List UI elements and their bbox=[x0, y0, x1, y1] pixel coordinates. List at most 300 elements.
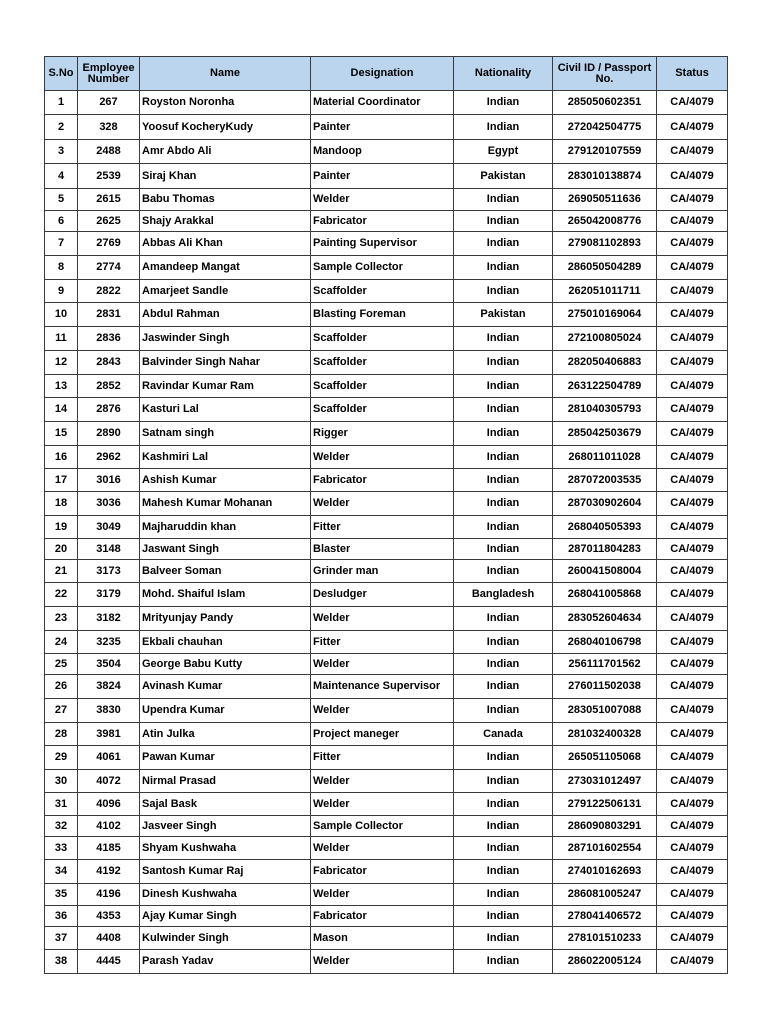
cell-civil-id: 286081005247 bbox=[553, 884, 657, 906]
cell-designation: Welder bbox=[311, 884, 454, 906]
table-row bbox=[45, 950, 728, 974]
cell-status: CA/4079 bbox=[657, 211, 728, 232]
cell-name: Avinash Kumar bbox=[140, 675, 311, 699]
table-row bbox=[45, 607, 728, 631]
cell-status: CA/4079 bbox=[657, 164, 728, 189]
cell-designation: Painter bbox=[311, 164, 454, 189]
cell-status: CA/4079 bbox=[657, 675, 728, 699]
cell-civil-id: 287072003535 bbox=[553, 469, 657, 492]
cell-name: Amr Abdo Ali bbox=[140, 140, 311, 164]
table-row bbox=[45, 422, 728, 446]
cell-status: CA/4079 bbox=[657, 492, 728, 516]
table-row bbox=[45, 816, 728, 837]
cell-status: CA/4079 bbox=[657, 884, 728, 906]
cell-nationality: Indian bbox=[454, 91, 553, 115]
cell-civil-id: 273031012497 bbox=[553, 770, 657, 793]
cell-status: CA/4079 bbox=[657, 189, 728, 211]
cell-name: Jasveer Singh bbox=[140, 816, 311, 837]
cell-employee-number: 328 bbox=[78, 115, 140, 140]
cell-nationality: Indian bbox=[454, 699, 553, 723]
cell-status: CA/4079 bbox=[657, 816, 728, 837]
cell-employee-number: 4096 bbox=[78, 793, 140, 816]
cell-status: CA/4079 bbox=[657, 699, 728, 723]
cell-nationality: Indian bbox=[454, 837, 553, 860]
table-row bbox=[45, 469, 728, 492]
cell-employee-number: 2625 bbox=[78, 211, 140, 232]
cell-name: Sajal Bask bbox=[140, 793, 311, 816]
cell-employee-number: 3981 bbox=[78, 723, 140, 746]
cell-civil-id: 286022005124 bbox=[553, 950, 657, 974]
cell-employee-number: 4353 bbox=[78, 906, 140, 927]
cell-civil-id: 286090803291 bbox=[553, 816, 657, 837]
cell-nationality: Indian bbox=[454, 516, 553, 539]
cell-civil-id: 283052604634 bbox=[553, 607, 657, 631]
cell-civil-id: 272042504775 bbox=[553, 115, 657, 140]
cell-employee-number: 2615 bbox=[78, 189, 140, 211]
cell-status: CA/4079 bbox=[657, 607, 728, 631]
cell-nationality: Indian bbox=[454, 770, 553, 793]
cell-employee-number: 3016 bbox=[78, 469, 140, 492]
cell-nationality: Indian bbox=[454, 280, 553, 303]
cell-name: Upendra Kumar bbox=[140, 699, 311, 723]
cell-status: CA/4079 bbox=[657, 232, 728, 256]
cell-employee-number: 2831 bbox=[78, 303, 140, 327]
cell-nationality: Indian bbox=[454, 469, 553, 492]
cell-employee-number: 3173 bbox=[78, 560, 140, 583]
cell-status: CA/4079 bbox=[657, 446, 728, 469]
cell-nationality: Indian bbox=[454, 560, 553, 583]
cell-nationality: Indian bbox=[454, 746, 553, 770]
cell-employee-number: 2962 bbox=[78, 446, 140, 469]
cell-employee-number: 4192 bbox=[78, 860, 140, 884]
table-row bbox=[45, 351, 728, 375]
table-row bbox=[45, 280, 728, 303]
cell-designation: Material Coordinator bbox=[311, 91, 454, 115]
cell-civil-id: 285042503679 bbox=[553, 422, 657, 446]
cell-sno: 23 bbox=[45, 607, 78, 631]
cell-nationality: Indian bbox=[454, 375, 553, 398]
table-row bbox=[45, 631, 728, 654]
cell-nationality: Pakistan bbox=[454, 164, 553, 189]
cell-civil-id: 275010169064 bbox=[553, 303, 657, 327]
cell-civil-id: 268040106798 bbox=[553, 631, 657, 654]
cell-civil-id: 281032400328 bbox=[553, 723, 657, 746]
cell-civil-id: 281040305793 bbox=[553, 398, 657, 422]
cell-sno: 22 bbox=[45, 583, 78, 607]
cell-nationality: Indian bbox=[454, 950, 553, 974]
cell-designation: Scaffolder bbox=[311, 375, 454, 398]
cell-status: CA/4079 bbox=[657, 469, 728, 492]
cell-nationality: Indian bbox=[454, 256, 553, 280]
cell-designation: Fabricator bbox=[311, 469, 454, 492]
table-row bbox=[45, 884, 728, 906]
cell-civil-id: 283010138874 bbox=[553, 164, 657, 189]
cell-nationality: Indian bbox=[454, 654, 553, 675]
table-row bbox=[45, 583, 728, 607]
cell-designation: Fitter bbox=[311, 746, 454, 770]
cell-sno: 11 bbox=[45, 327, 78, 351]
cell-status: CA/4079 bbox=[657, 793, 728, 816]
cell-sno: 35 bbox=[45, 884, 78, 906]
cell-name: Kashmiri Lal bbox=[140, 446, 311, 469]
table-body bbox=[45, 91, 728, 974]
cell-sno: 20 bbox=[45, 539, 78, 560]
cell-status: CA/4079 bbox=[657, 280, 728, 303]
cell-designation: Fitter bbox=[311, 516, 454, 539]
cell-name: Satnam singh bbox=[140, 422, 311, 446]
cell-designation: Welder bbox=[311, 654, 454, 675]
cell-name: Santosh Kumar Raj bbox=[140, 860, 311, 884]
cell-name: Balvinder Singh Nahar bbox=[140, 351, 311, 375]
cell-civil-id: 287101602554 bbox=[553, 837, 657, 860]
cell-name: Ajay Kumar Singh bbox=[140, 906, 311, 927]
cell-designation: Welder bbox=[311, 607, 454, 631]
cell-nationality: Indian bbox=[454, 607, 553, 631]
cell-status: CA/4079 bbox=[657, 906, 728, 927]
cell-nationality: Indian bbox=[454, 675, 553, 699]
cell-sno: 15 bbox=[45, 422, 78, 446]
cell-status: CA/4079 bbox=[657, 398, 728, 422]
cell-employee-number: 3049 bbox=[78, 516, 140, 539]
cell-name: Atin Julka bbox=[140, 723, 311, 746]
cell-status: CA/4079 bbox=[657, 770, 728, 793]
cell-status: CA/4079 bbox=[657, 950, 728, 974]
cell-sno: 17 bbox=[45, 469, 78, 492]
cell-name: Mahesh Kumar Mohanan bbox=[140, 492, 311, 516]
cell-civil-id: 287030902604 bbox=[553, 492, 657, 516]
cell-sno: 14 bbox=[45, 398, 78, 422]
cell-employee-number: 2876 bbox=[78, 398, 140, 422]
cell-civil-id: 268040505393 bbox=[553, 516, 657, 539]
cell-sno: 33 bbox=[45, 837, 78, 860]
cell-civil-id: 260041508004 bbox=[553, 560, 657, 583]
cell-name: Jaswinder Singh bbox=[140, 327, 311, 351]
table-row bbox=[45, 115, 728, 140]
cell-designation: Fitter bbox=[311, 631, 454, 654]
cell-status: CA/4079 bbox=[657, 631, 728, 654]
header-designation: Designation bbox=[311, 57, 454, 91]
table-row bbox=[45, 793, 728, 816]
cell-nationality: Egypt bbox=[454, 140, 553, 164]
cell-designation: Welder bbox=[311, 770, 454, 793]
cell-civil-id: 265051105068 bbox=[553, 746, 657, 770]
cell-name: Jaswant Singh bbox=[140, 539, 311, 560]
table-row bbox=[45, 906, 728, 927]
cell-status: CA/4079 bbox=[657, 327, 728, 351]
table-row bbox=[45, 927, 728, 950]
table-row bbox=[45, 699, 728, 723]
cell-designation: Welder bbox=[311, 699, 454, 723]
cell-employee-number: 267 bbox=[78, 91, 140, 115]
cell-sno: 16 bbox=[45, 446, 78, 469]
cell-nationality: Indian bbox=[454, 327, 553, 351]
cell-employee-number: 3148 bbox=[78, 539, 140, 560]
cell-name: Amarjeet Sandle bbox=[140, 280, 311, 303]
cell-civil-id: 282050406883 bbox=[553, 351, 657, 375]
cell-status: CA/4079 bbox=[657, 723, 728, 746]
cell-status: CA/4079 bbox=[657, 91, 728, 115]
cell-name: Royston Noronha bbox=[140, 91, 311, 115]
cell-name: Balveer Soman bbox=[140, 560, 311, 583]
cell-designation: Painting Supervisor bbox=[311, 232, 454, 256]
cell-nationality: Indian bbox=[454, 906, 553, 927]
cell-employee-number: 3036 bbox=[78, 492, 140, 516]
cell-designation: Fabricator bbox=[311, 906, 454, 927]
table-row bbox=[45, 164, 728, 189]
cell-employee-number: 2836 bbox=[78, 327, 140, 351]
cell-sno: 6 bbox=[45, 211, 78, 232]
table-row bbox=[45, 723, 728, 746]
cell-employee-number: 4185 bbox=[78, 837, 140, 860]
cell-nationality: Indian bbox=[454, 492, 553, 516]
table-row bbox=[45, 539, 728, 560]
cell-civil-id: 279120107559 bbox=[553, 140, 657, 164]
cell-designation: Sample Collector bbox=[311, 256, 454, 280]
cell-designation: Desludger bbox=[311, 583, 454, 607]
cell-status: CA/4079 bbox=[657, 375, 728, 398]
cell-status: CA/4079 bbox=[657, 256, 728, 280]
cell-name: Ashish Kumar bbox=[140, 469, 311, 492]
cell-designation: Sample Collector bbox=[311, 816, 454, 837]
cell-sno: 12 bbox=[45, 351, 78, 375]
cell-nationality: Indian bbox=[454, 211, 553, 232]
cell-employee-number: 3179 bbox=[78, 583, 140, 607]
table-row bbox=[45, 375, 728, 398]
cell-name: Dinesh Kushwaha bbox=[140, 884, 311, 906]
cell-status: CA/4079 bbox=[657, 860, 728, 884]
cell-name: Mohd. Shaiful Islam bbox=[140, 583, 311, 607]
cell-status: CA/4079 bbox=[657, 746, 728, 770]
cell-civil-id: 287011804283 bbox=[553, 539, 657, 560]
table-row bbox=[45, 91, 728, 115]
cell-civil-id: 256111701562 bbox=[553, 654, 657, 675]
table-row bbox=[45, 398, 728, 422]
cell-civil-id: 283051007088 bbox=[553, 699, 657, 723]
cell-designation: Grinder man bbox=[311, 560, 454, 583]
table-row bbox=[45, 492, 728, 516]
cell-status: CA/4079 bbox=[657, 516, 728, 539]
cell-nationality: Indian bbox=[454, 351, 553, 375]
table-row bbox=[45, 837, 728, 860]
cell-nationality: Indian bbox=[454, 189, 553, 211]
cell-sno: 2 bbox=[45, 115, 78, 140]
cell-status: CA/4079 bbox=[657, 140, 728, 164]
table-row bbox=[45, 446, 728, 469]
cell-sno: 3 bbox=[45, 140, 78, 164]
cell-civil-id: 279081102893 bbox=[553, 232, 657, 256]
cell-nationality: Pakistan bbox=[454, 303, 553, 327]
header-employee-number: Employee Number bbox=[78, 57, 140, 91]
cell-status: CA/4079 bbox=[657, 837, 728, 860]
cell-designation: Welder bbox=[311, 492, 454, 516]
cell-employee-number: 4196 bbox=[78, 884, 140, 906]
table-row bbox=[45, 256, 728, 280]
cell-civil-id: 274010162693 bbox=[553, 860, 657, 884]
cell-nationality: Indian bbox=[454, 539, 553, 560]
cell-civil-id: 265042008776 bbox=[553, 211, 657, 232]
cell-civil-id: 268011011028 bbox=[553, 446, 657, 469]
cell-name: Abdul Rahman bbox=[140, 303, 311, 327]
cell-nationality: Indian bbox=[454, 422, 553, 446]
cell-employee-number: 4072 bbox=[78, 770, 140, 793]
cell-designation: Welder bbox=[311, 793, 454, 816]
cell-civil-id: 286050504289 bbox=[553, 256, 657, 280]
cell-designation: Project maneger bbox=[311, 723, 454, 746]
cell-sno: 5 bbox=[45, 189, 78, 211]
cell-civil-id: 279122506131 bbox=[553, 793, 657, 816]
cell-designation: Scaffolder bbox=[311, 351, 454, 375]
cell-sno: 36 bbox=[45, 906, 78, 927]
cell-employee-number: 4102 bbox=[78, 816, 140, 837]
cell-employee-number: 3824 bbox=[78, 675, 140, 699]
cell-sno: 34 bbox=[45, 860, 78, 884]
cell-employee-number: 3235 bbox=[78, 631, 140, 654]
cell-name: Kulwinder Singh bbox=[140, 927, 311, 950]
cell-designation: Welder bbox=[311, 189, 454, 211]
table-row bbox=[45, 770, 728, 793]
cell-designation: Fabricator bbox=[311, 211, 454, 232]
cell-employee-number: 2774 bbox=[78, 256, 140, 280]
cell-name: Majharuddin khan bbox=[140, 516, 311, 539]
cell-civil-id: 278041406572 bbox=[553, 906, 657, 927]
table-row bbox=[45, 211, 728, 232]
cell-sno: 4 bbox=[45, 164, 78, 189]
header-civil-id: Civil ID / Passport No. bbox=[553, 57, 657, 91]
table-row bbox=[45, 232, 728, 256]
cell-name: Ravindar Kumar Ram bbox=[140, 375, 311, 398]
cell-status: CA/4079 bbox=[657, 583, 728, 607]
cell-designation: Welder bbox=[311, 950, 454, 974]
cell-sno: 28 bbox=[45, 723, 78, 746]
cell-status: CA/4079 bbox=[657, 560, 728, 583]
table-row bbox=[45, 746, 728, 770]
cell-civil-id: 262051011711 bbox=[553, 280, 657, 303]
cell-status: CA/4079 bbox=[657, 303, 728, 327]
employee-table bbox=[44, 56, 728, 974]
cell-employee-number: 4445 bbox=[78, 950, 140, 974]
cell-name: George Babu Kutty bbox=[140, 654, 311, 675]
cell-nationality: Indian bbox=[454, 927, 553, 950]
cell-designation: Maintenance Supervisor bbox=[311, 675, 454, 699]
cell-sno: 18 bbox=[45, 492, 78, 516]
cell-name: Abbas Ali Khan bbox=[140, 232, 311, 256]
cell-nationality: Indian bbox=[454, 631, 553, 654]
cell-sno: 37 bbox=[45, 927, 78, 950]
cell-name: Babu Thomas bbox=[140, 189, 311, 211]
cell-designation: Scaffolder bbox=[311, 327, 454, 351]
cell-name: Mrityunjay Pandy bbox=[140, 607, 311, 631]
cell-sno: 29 bbox=[45, 746, 78, 770]
cell-sno: 26 bbox=[45, 675, 78, 699]
cell-sno: 31 bbox=[45, 793, 78, 816]
cell-employee-number: 2769 bbox=[78, 232, 140, 256]
cell-nationality: Indian bbox=[454, 446, 553, 469]
cell-sno: 24 bbox=[45, 631, 78, 654]
cell-employee-number: 2843 bbox=[78, 351, 140, 375]
cell-name: Parash Yadav bbox=[140, 950, 311, 974]
cell-employee-number: 4061 bbox=[78, 746, 140, 770]
cell-employee-number: 2488 bbox=[78, 140, 140, 164]
cell-nationality: Indian bbox=[454, 884, 553, 906]
table-row bbox=[45, 675, 728, 699]
header-nationality: Nationality bbox=[454, 57, 553, 91]
cell-nationality: Indian bbox=[454, 816, 553, 837]
cell-civil-id: 278101510233 bbox=[553, 927, 657, 950]
cell-civil-id: 263122504789 bbox=[553, 375, 657, 398]
table-row bbox=[45, 860, 728, 884]
cell-civil-id: 268041005868 bbox=[553, 583, 657, 607]
table-row bbox=[45, 560, 728, 583]
cell-status: CA/4079 bbox=[657, 351, 728, 375]
cell-name: Kasturi Lal bbox=[140, 398, 311, 422]
cell-nationality: Indian bbox=[454, 232, 553, 256]
cell-designation: Fabricator bbox=[311, 860, 454, 884]
cell-nationality: Canada bbox=[454, 723, 553, 746]
cell-civil-id: 285050602351 bbox=[553, 91, 657, 115]
header-status: Status bbox=[657, 57, 728, 91]
cell-nationality: Bangladesh bbox=[454, 583, 553, 607]
cell-status: CA/4079 bbox=[657, 115, 728, 140]
table-row bbox=[45, 654, 728, 675]
cell-sno: 13 bbox=[45, 375, 78, 398]
cell-name: Amandeep Mangat bbox=[140, 256, 311, 280]
cell-employee-number: 2852 bbox=[78, 375, 140, 398]
cell-employee-number: 2890 bbox=[78, 422, 140, 446]
table-row bbox=[45, 140, 728, 164]
cell-designation: Rigger bbox=[311, 422, 454, 446]
cell-designation: Mandoop bbox=[311, 140, 454, 164]
cell-sno: 25 bbox=[45, 654, 78, 675]
cell-sno: 8 bbox=[45, 256, 78, 280]
table-row bbox=[45, 303, 728, 327]
cell-designation: Scaffolder bbox=[311, 398, 454, 422]
cell-sno: 30 bbox=[45, 770, 78, 793]
cell-civil-id: 272100805024 bbox=[553, 327, 657, 351]
cell-name: Nirmal Prasad bbox=[140, 770, 311, 793]
cell-status: CA/4079 bbox=[657, 654, 728, 675]
cell-nationality: Indian bbox=[454, 398, 553, 422]
cell-nationality: Indian bbox=[454, 860, 553, 884]
cell-employee-number: 3504 bbox=[78, 654, 140, 675]
cell-sno: 38 bbox=[45, 950, 78, 974]
cell-sno: 9 bbox=[45, 280, 78, 303]
table-row bbox=[45, 327, 728, 351]
cell-sno: 19 bbox=[45, 516, 78, 539]
cell-name: Shyam Kushwaha bbox=[140, 837, 311, 860]
cell-employee-number: 4408 bbox=[78, 927, 140, 950]
cell-name: Ekbali chauhan bbox=[140, 631, 311, 654]
header-row bbox=[45, 57, 728, 91]
cell-sno: 10 bbox=[45, 303, 78, 327]
table-row bbox=[45, 189, 728, 211]
cell-civil-id: 269050511636 bbox=[553, 189, 657, 211]
cell-designation: Welder bbox=[311, 446, 454, 469]
cell-sno: 27 bbox=[45, 699, 78, 723]
cell-sno: 1 bbox=[45, 91, 78, 115]
cell-name: Yoosuf KocheryKudy bbox=[140, 115, 311, 140]
header-name: Name bbox=[140, 57, 311, 91]
cell-employee-number: 3182 bbox=[78, 607, 140, 631]
cell-name: Shajy Arakkal bbox=[140, 211, 311, 232]
cell-sno: 21 bbox=[45, 560, 78, 583]
cell-status: CA/4079 bbox=[657, 927, 728, 950]
table-row bbox=[45, 516, 728, 539]
cell-employee-number: 3830 bbox=[78, 699, 140, 723]
cell-designation: Blasting Foreman bbox=[311, 303, 454, 327]
cell-designation: Painter bbox=[311, 115, 454, 140]
cell-designation: Welder bbox=[311, 837, 454, 860]
cell-civil-id: 276011502038 bbox=[553, 675, 657, 699]
